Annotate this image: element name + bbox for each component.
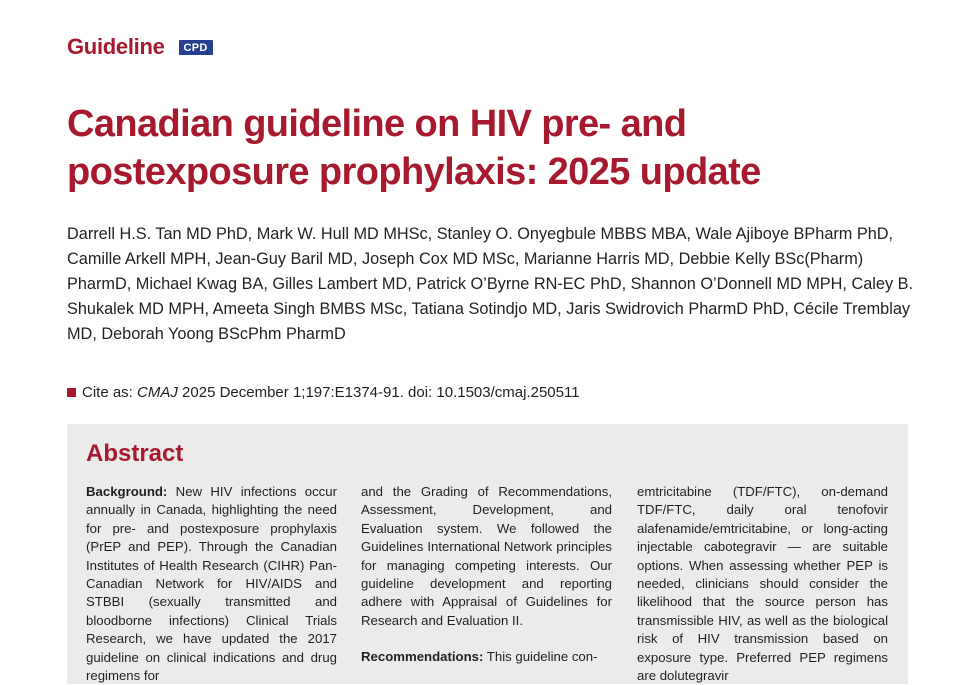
article-title: Canadian guideline on HIV pre- and postexposure prophylaxis: 2025 update <box>67 103 761 193</box>
cpd-badge: CPD <box>179 40 213 55</box>
background-lead: Background: <box>86 484 168 499</box>
regimens-text: emtricitabine (TDF/FTC), on-demand TDF/FTC, daily oral tenofovir alafenamide/emtricitabine, or long-acting injectable cabotegravir — are suitable options. When assessing whether PEP is needed, clinicians should consider the likelihood that the source person has transmissible HIV, as well as the biological risk of HIV transmission based on exposure type. Preferred PEP regimens are dolutegravir <box>637 484 888 684</box>
recommendations-text: This guideline con- <box>483 649 598 665</box>
abstract-box <box>67 424 908 684</box>
section-label: Guideline <box>67 34 165 59</box>
abstract-column-2 <box>361 483 612 667</box>
citation-prefix: Cite as: <box>82 384 138 401</box>
background-text: New HIV infections occur annually in Canada, highlighting the need for pre- and postexposure prophylaxis (PrEP and PEP). Through the Canadian Institutes of Health Research (CIHR) Pan-Canadian Network for HIV/AIDS and STBBI (sexually transmitted and bloodborne infections) Clinical Trials Research, we have updated the 2017 guideline on clinical indications and drug regimens for <box>86 484 337 684</box>
methods-text: and the Grading of Recommendations, Assessment, Development, and Evaluation system. We followed the Guidelines International Network principles for managing competing interests. Our guideline development and reporting adhere with Appraisal of Guidelines for Research and Evaluation II. <box>361 484 612 628</box>
article-header <box>67 34 213 60</box>
recommendations-lead: Recommendations: <box>361 649 484 665</box>
abstract-column-3 <box>637 483 888 685</box>
citation <box>67 384 580 401</box>
abstract-column-1 <box>86 483 337 685</box>
citation-journal: CMAJ <box>137 384 178 401</box>
abstract-heading: Abstract <box>86 440 184 467</box>
citation-details: 2025 December 1;197:E1374-91. doi: 10.1503/cmaj.250511 <box>177 384 580 401</box>
square-bullet-icon <box>67 388 76 397</box>
author-list: Darrell H.S. Tan MD PhD, Mark W. Hull MD MHSc, Stanley O. Onyegbule MBBS MBA, Wale Ajiboye BPharm PhD, Camille Arkell MPH, Jean-Guy Baril MD, Joseph Cox MD MSc, Marianne Harris MD, Debbie Kelly BSc(Pharm) PharmD, Michael Kwag BA, Gilles Lambert MD, Patrick O’Byrne RN-EC PhD, Shannon O’Donnell MD MPH, Caley B. Shukalek MD MPH, Ameeta Singh BMBS MSc, Tatiana Sotindjo MD, Jaris Swidrovich PharmD PhD, Cécile Tremblay MD, Deborah Yoong BScPhm PharmD <box>67 225 913 343</box>
